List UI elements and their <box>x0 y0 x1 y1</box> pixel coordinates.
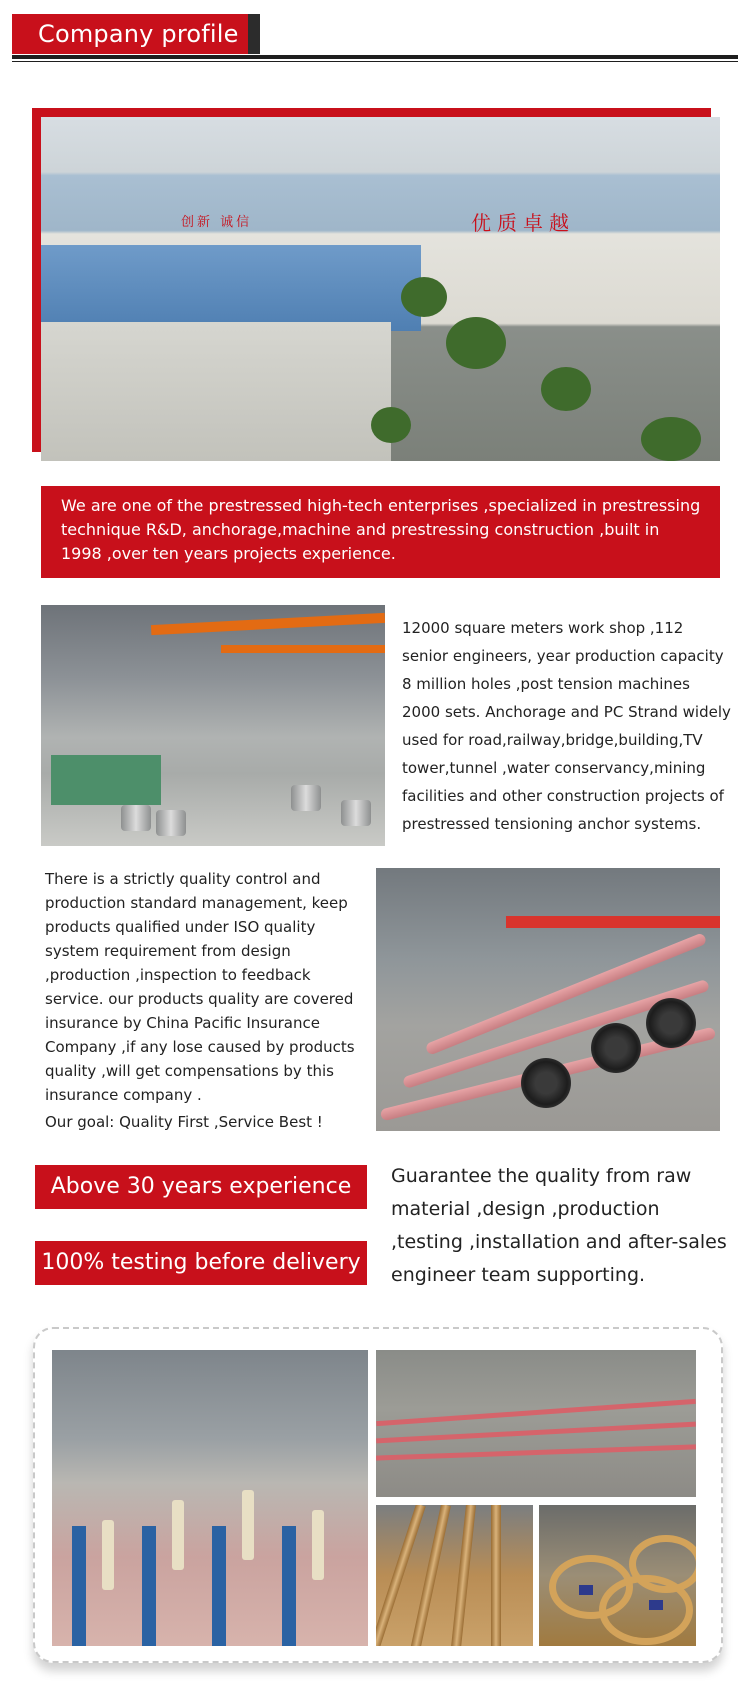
workshop-text: 12000 square meters work shop ,112 senior engineers, year production capacity 8 million holes ,post tension machines 2000 sets. Anchorage and PC Strand widely used for road,railway,bridge,building,TV tower,tunnel ,water conservancy,mining facilities and other construction projects of prestressed tensioning anchor systems. <box>402 619 731 833</box>
hero-frame-left <box>32 108 41 452</box>
header-divider-thin <box>12 61 738 62</box>
quality-text: There is a strictly quality control and production standard management, keep products qualified under ISO quality system requirement from design ,production ,inspection to feedback service. our products quality are covered insurance by China Pacific Insurance Company ,if any lose caused by products quality ,will get compensations by this insurance company . <box>45 870 355 1104</box>
page-title: Company profile <box>38 20 239 48</box>
guarantee-text: Guarantee the quality from raw material ,design ,production ,testing ,installation and after-sales engineer team supporting. <box>391 1165 727 1286</box>
workshop-photo <box>41 605 385 846</box>
header-divider <box>12 55 738 59</box>
intro-text: We are one of the prestressed high-tech enterprises ,specialized in prestressing technique R&D, anchorage,machine and prestressing construction ,built in 1998 ,over ten years projects experience. <box>61 496 701 563</box>
factory-sign-small: 创新 诚信 <box>181 215 253 230</box>
gallery-image-machines <box>52 1350 368 1646</box>
gallery-image-rods <box>376 1505 533 1646</box>
header-tab-shadow <box>248 14 260 54</box>
testing-badge: 100% testing before delivery <box>35 1241 367 1285</box>
gallery-image-strands <box>376 1350 696 1497</box>
gallery-image-coils <box>539 1505 696 1646</box>
hero-frame-top <box>32 108 711 117</box>
goal-text: Our goal: Quality First ,Service Best ! <box>45 1113 323 1131</box>
factory-sign: 优质卓越 <box>471 211 575 235</box>
production-line-photo <box>376 868 720 1131</box>
factory-photo <box>41 117 720 461</box>
experience-badge: Above 30 years experience <box>35 1165 367 1209</box>
